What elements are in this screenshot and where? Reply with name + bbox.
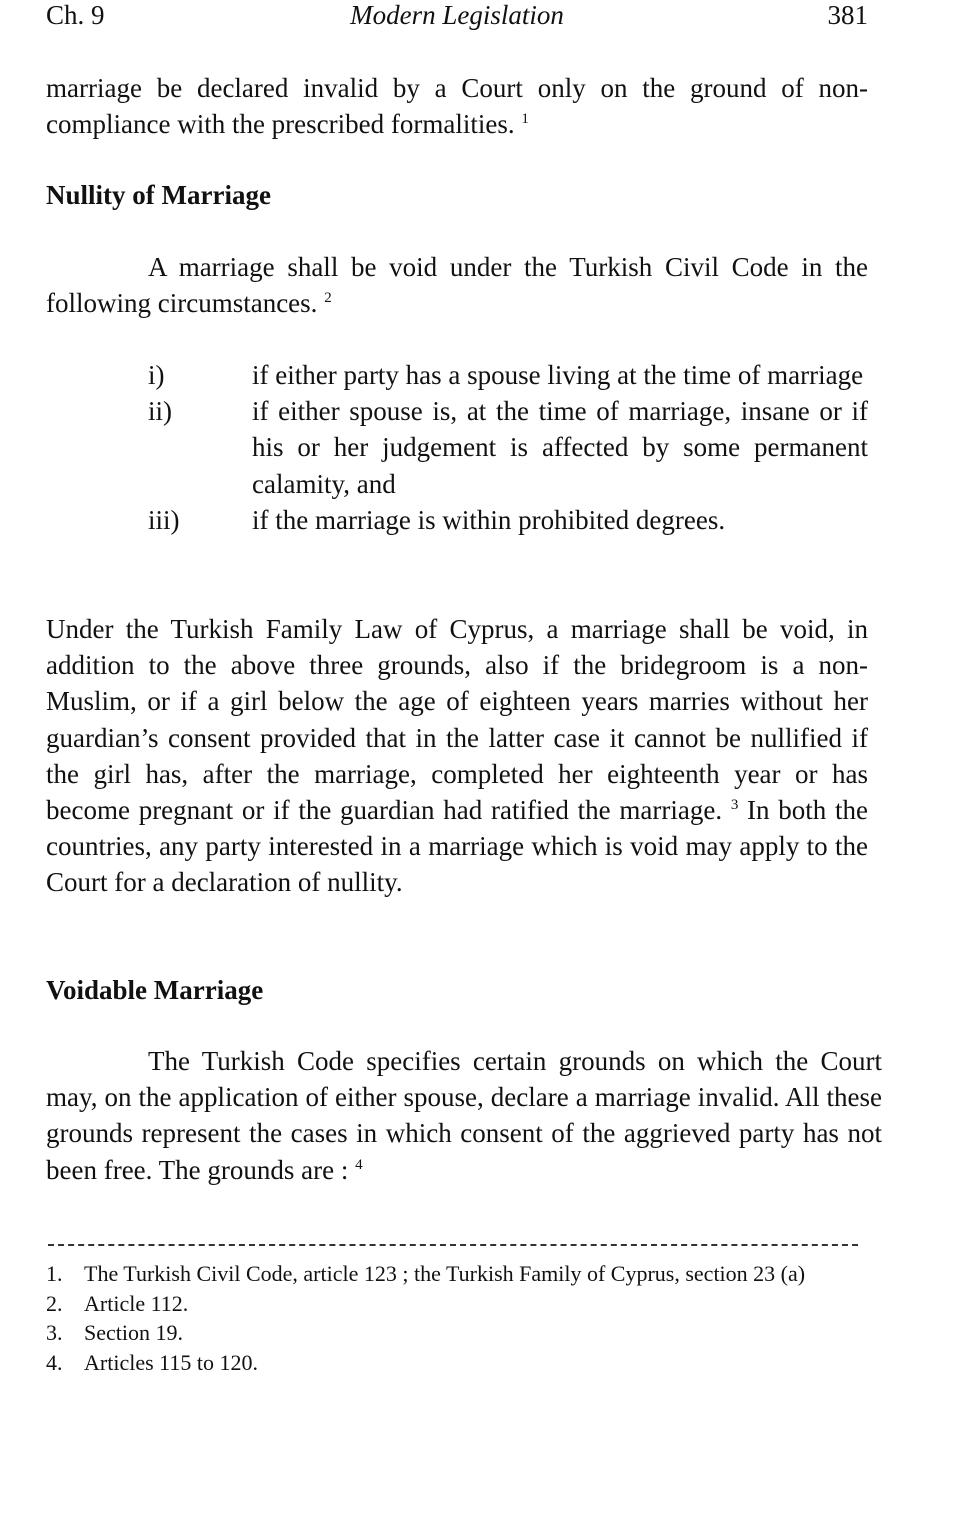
footnote-text: Articles 115 to 120. xyxy=(84,1349,258,1375)
list-item xyxy=(148,502,868,538)
nullity-intro-text: A marriage shall be void under the Turkish Civil Code in the following circumstances. xyxy=(46,252,868,319)
footnote-number: 4. xyxy=(46,1349,63,1375)
footnote xyxy=(46,1318,868,1348)
footnote-ref-4: 4 xyxy=(355,1156,363,1173)
footnote-number: 2. xyxy=(46,1290,63,1316)
cyprus-law-text: Under the Turkish Family Law of Cyprus, a marriage shall be void, in addition to the above three grounds, also if the bridegroom is a non-Muslim, or if a girl below the age of eighteen years marries without her guardian’s consent provided that in the latter case it cannot be nullified if the girl has, after the marriage, completed her eighteenth year or has become pregnant or if the guardian had ratified the marriage. xyxy=(46,614,868,826)
list-item-text: if the marriage is within prohibited degrees. xyxy=(252,504,726,535)
running-header xyxy=(46,0,868,34)
footnote-text: The Turkish Civil Code, article 123 ; the Turkish Family of Cyprus, section 23 (a) xyxy=(84,1261,806,1286)
footnote-ref-3: 3 xyxy=(730,797,739,814)
nullity-application-text: In both the countries, any party interested in a marriage which is void may apply to the Court for a declaration of nullity. xyxy=(46,795,868,898)
list-item-number: iii) xyxy=(148,504,180,535)
void-grounds-list xyxy=(148,357,868,538)
footnote-text: Section 19. xyxy=(84,1320,183,1346)
section-heading-nullity: Nullity of Marriage xyxy=(46,180,271,210)
running-title: Modern Legislation xyxy=(350,0,564,30)
cyprus-law-paragraph xyxy=(46,611,868,901)
footnote-separator xyxy=(48,1244,858,1246)
list-item xyxy=(148,357,868,393)
footnote-ref-2: 2 xyxy=(324,290,332,307)
list-item-text: if either spouse is, at the time of marriage, insane or if his or her judgement is affected by some permanent calamity, and xyxy=(252,396,868,499)
footnote-ref-1: 1 xyxy=(521,111,529,128)
footnote xyxy=(46,1348,868,1378)
chapter-label: Ch. 9 xyxy=(46,0,105,30)
section-heading-voidable: Voidable Marriage xyxy=(46,975,264,1005)
footnote xyxy=(46,1259,868,1289)
intro-text: marriage be declared invalid by a Court only on the ground of non-compliance with the prescribed formalities. xyxy=(46,73,868,140)
list-item-text: if either party has a spouse living at the time of marriage xyxy=(252,360,864,390)
list-item-number: ii) xyxy=(148,396,172,427)
footnote xyxy=(46,1289,868,1319)
footnote-number: 3. xyxy=(46,1320,63,1346)
voidable-text: The Turkish Code specifies certain grounds on which the Court may, on the application of either spouse, declare a marriage invalid. All these grounds represent the cases in which consent of the aggrieved party has not been free. The grounds are : xyxy=(46,1046,882,1185)
list-item xyxy=(148,393,868,502)
intro-paragraph xyxy=(46,70,868,142)
footnote-number: 1. xyxy=(46,1261,63,1286)
footnote-text: Article 112. xyxy=(84,1290,189,1316)
voidable-paragraph xyxy=(46,1043,882,1188)
list-item-number: i) xyxy=(148,360,165,390)
nullity-intro-paragraph xyxy=(46,249,868,321)
footnotes xyxy=(46,1259,868,1377)
page-number: 381 xyxy=(827,0,868,30)
